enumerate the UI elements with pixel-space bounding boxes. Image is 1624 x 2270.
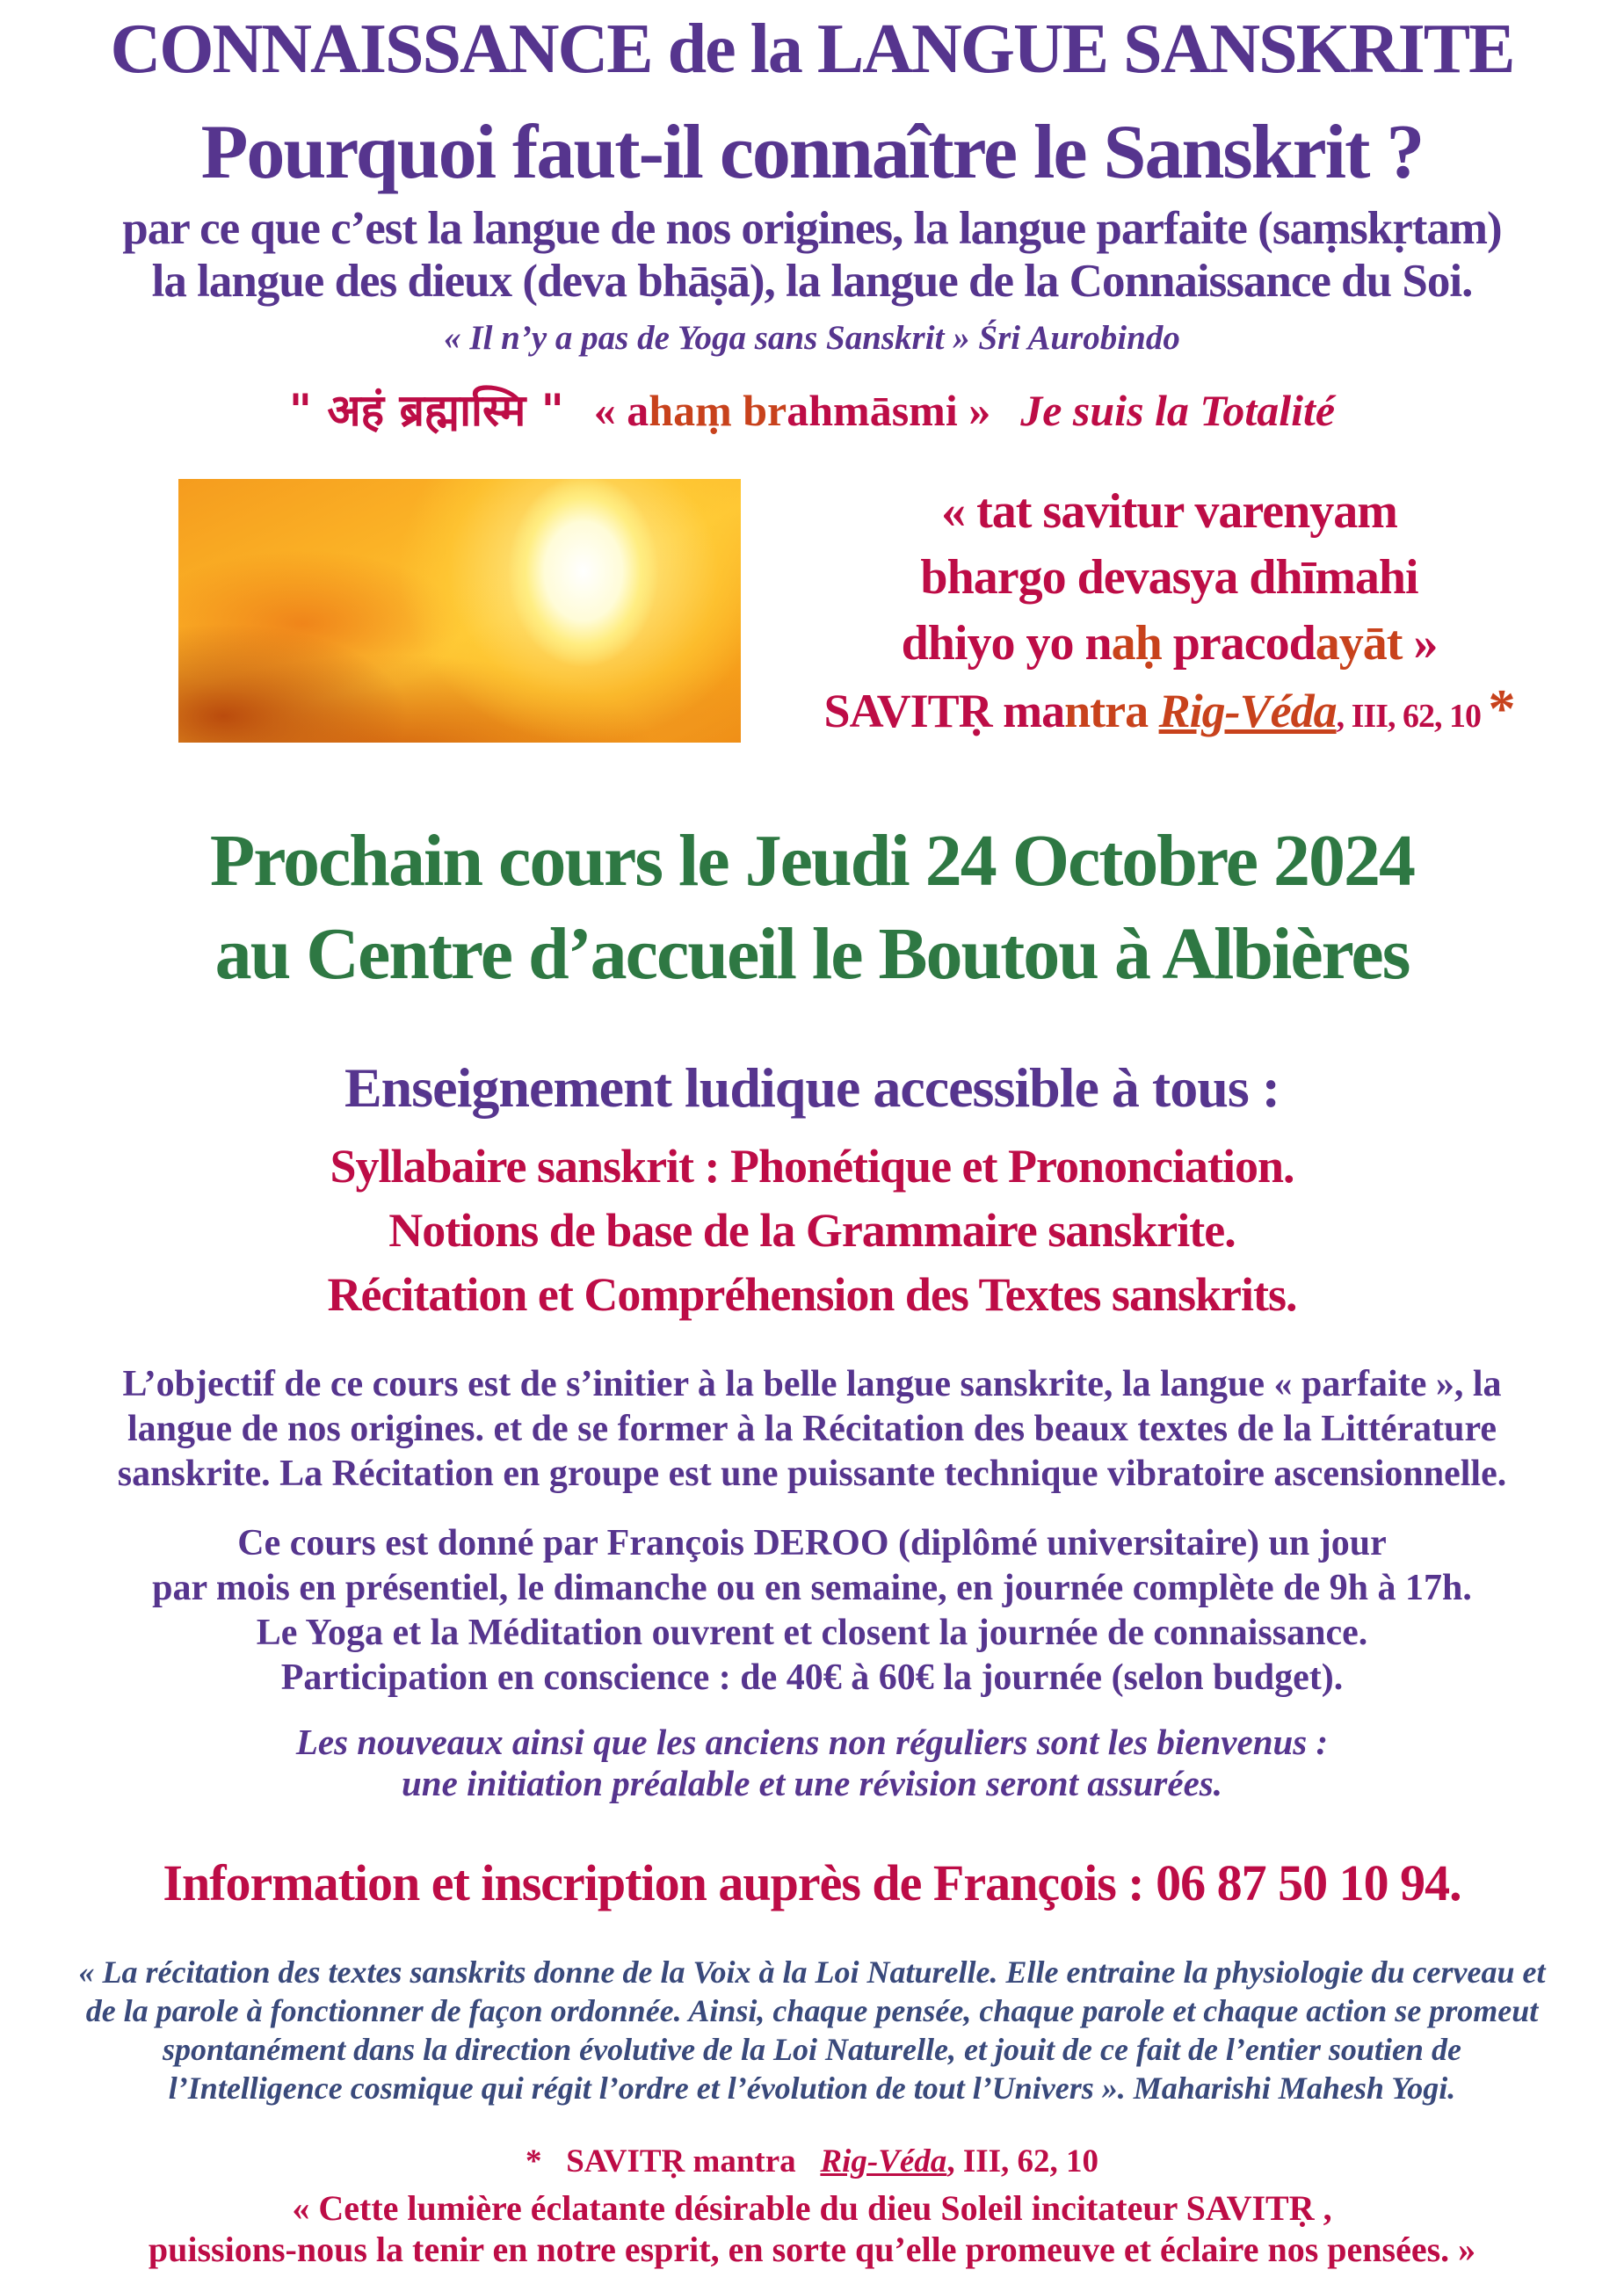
announcement-line-1: Prochain cours le Jeudi 24 Octobre 2024 bbox=[209, 820, 1415, 903]
asterisk-mark: * bbox=[1488, 679, 1515, 740]
intro-line-2: la langue des dieux (deva bhāṣā), la langue de la Connaissance du Soi. bbox=[151, 256, 1473, 308]
maharishi-line-4: l’Intelligence cosmique qui régit l’ordre et l’évolution de tout l’Univers ». Maharishi Mahesh Yogi. bbox=[168, 2071, 1456, 2107]
devanagari-text: " अहं ब्रह्मास्मि " bbox=[288, 385, 564, 437]
welcome-line-2: une initiation préalable et une révision seront assurées. bbox=[402, 1763, 1222, 1804]
intro-line-1: par ce que c’est la langue de nos origines, la langue parfaite (saṃskṛtam) bbox=[122, 203, 1502, 255]
mantra-line-3-e: » bbox=[1402, 616, 1438, 671]
course-info-line-3: Le Yoga et la Méditation ouvrent et closent la journée de connaissance. bbox=[256, 1613, 1368, 1654]
mantra-line-3-d: ayāt bbox=[1315, 616, 1403, 671]
course-info-line-1: Ce cours est donné par François DEROO (diplômé universitaire) un jour bbox=[237, 1523, 1387, 1564]
sun-photo bbox=[178, 479, 741, 743]
course-info-line-2: par mois en présentiel, le dimanche ou en semaine, en journée complète de 9h à 17h. bbox=[152, 1568, 1472, 1609]
sun-and-mantra-section bbox=[0, 479, 1624, 750]
mantra-line-3-a: dhiyo yo n bbox=[901, 616, 1112, 671]
announcement-line-2: au Centre d’accueil le Boutou à Albières bbox=[214, 913, 1410, 996]
mantra-line-1 bbox=[741, 479, 1598, 545]
objective-line-1: L’objectif de ce cours est de s’initier à la belle langue sanskrite, la langue « parfaite », la bbox=[122, 1364, 1502, 1405]
mantra-attribution-line bbox=[741, 677, 1598, 750]
mantra-line-2 bbox=[741, 545, 1598, 611]
savitr-footnote-reference bbox=[0, 2143, 1624, 2180]
footnote-ref-post: , III, 62, 10 bbox=[946, 2143, 1099, 2180]
next-course-announcement bbox=[0, 815, 1624, 1001]
footnote-quote-line-2: puissions-nous la tenir en notre esprit, en sorte qu’elle promeuve et éclaire nos pensées. » bbox=[148, 2230, 1476, 2270]
sanskrit-course-flyer bbox=[0, 12, 1624, 2270]
savitr-footnote-quote bbox=[0, 2187, 1624, 2270]
savitr-label-a: SAVITṚ ma bbox=[823, 685, 1065, 738]
teaching-item: Notions de base de la Grammaire sanskrite. bbox=[388, 1204, 1236, 1258]
objective-line-3: sanskrite. La Récitation en groupe est une puissante technique vibratoire ascensionnelle. bbox=[117, 1454, 1507, 1495]
course-info-line-4: Participation en conscience : de 40€ à 60€ la journée (selon budget). bbox=[280, 1657, 1344, 1699]
contact-info: Information et inscription auprès de François : 06 87 50 10 94. bbox=[163, 1854, 1461, 1912]
mantra-line-3 bbox=[741, 611, 1598, 677]
footnote-quote-line-1: « Cette lumière éclatante désirable du dieu Soleil incitateur SAVITṚ , bbox=[292, 2188, 1332, 2229]
teaching-items-list bbox=[0, 1135, 1624, 1327]
objective-line-2: langue de nos origines. et de se former à la Récitation des beaux textes de la Littérature bbox=[127, 1409, 1497, 1450]
transliteration-part-3: ahmāsmi » bbox=[787, 386, 991, 436]
transliteration-part-2: haṃ br bbox=[649, 386, 787, 436]
aham-brahmasmi-line bbox=[0, 379, 1624, 439]
footnote-rigveda: Rig-Véda bbox=[820, 2143, 947, 2180]
intro-paragraph bbox=[0, 202, 1624, 308]
teaching-item: Syllabaire sanskrit : Phonétique et Prononciation. bbox=[330, 1140, 1294, 1193]
gayatri-mantra bbox=[741, 479, 1624, 750]
teaching-item: Récitation et Compréhension des Textes sanskrits. bbox=[327, 1268, 1297, 1322]
mantra-line-2-text: bhargo devasya dhīmahi bbox=[920, 550, 1418, 606]
verse-reference: , III, 62, 10 bbox=[1336, 698, 1489, 736]
subtitle-question: Pourquoi faut-il connaître le Sanskrit ? bbox=[200, 110, 1424, 195]
page-title: CONNAISSANCE de la LANGUE SANSKRITE bbox=[110, 11, 1514, 88]
course-info-paragraph bbox=[0, 1521, 1624, 1701]
welcome-line-1: Les nouveaux ainsi que les anciens non réguliers sont les bienvenus : bbox=[295, 1722, 1329, 1763]
mantra-line-1-text: « tat savitur varenyam bbox=[941, 484, 1397, 540]
transliteration-part-1: « a bbox=[593, 386, 649, 436]
rigveda-reference: Rig-Véda bbox=[1158, 685, 1337, 738]
maharishi-line-3: spontanément dans la direction évolutive de la Loi Naturelle, et jouit de ce fait de l’entier soutien de bbox=[163, 2032, 1461, 2068]
maharishi-line-2: de la parole à fonctionner de façon ordonnée. Ainsi, chaque pensée, chaque parole et chaque action se promeut bbox=[85, 1993, 1539, 2029]
objective-paragraph bbox=[0, 1362, 1624, 1497]
mantra-line-3-c: pracod bbox=[1161, 616, 1316, 671]
aham-translation: Je suis la Totalité bbox=[1020, 386, 1336, 436]
footnote-ref-pre: * SAVITṚ mantra bbox=[525, 2143, 821, 2180]
savitr-label-b: ntra bbox=[1064, 685, 1159, 738]
maharishi-line-1: « La récitation des textes sanskrits donne de la Voix à la Loi Naturelle. Elle entraine la physiologie du cerveau et bbox=[78, 1955, 1546, 1991]
mantra-line-3-b: aḥ bbox=[1111, 616, 1162, 671]
maharishi-quote bbox=[0, 1953, 1624, 2107]
aurobindo-quote: « Il n’y a pas de Yoga sans Sanskrit » Śri Aurobindo bbox=[444, 319, 1180, 358]
welcome-note bbox=[0, 1722, 1624, 1804]
teaching-heading: Enseignement ludique accessible à tous : bbox=[344, 1056, 1280, 1120]
